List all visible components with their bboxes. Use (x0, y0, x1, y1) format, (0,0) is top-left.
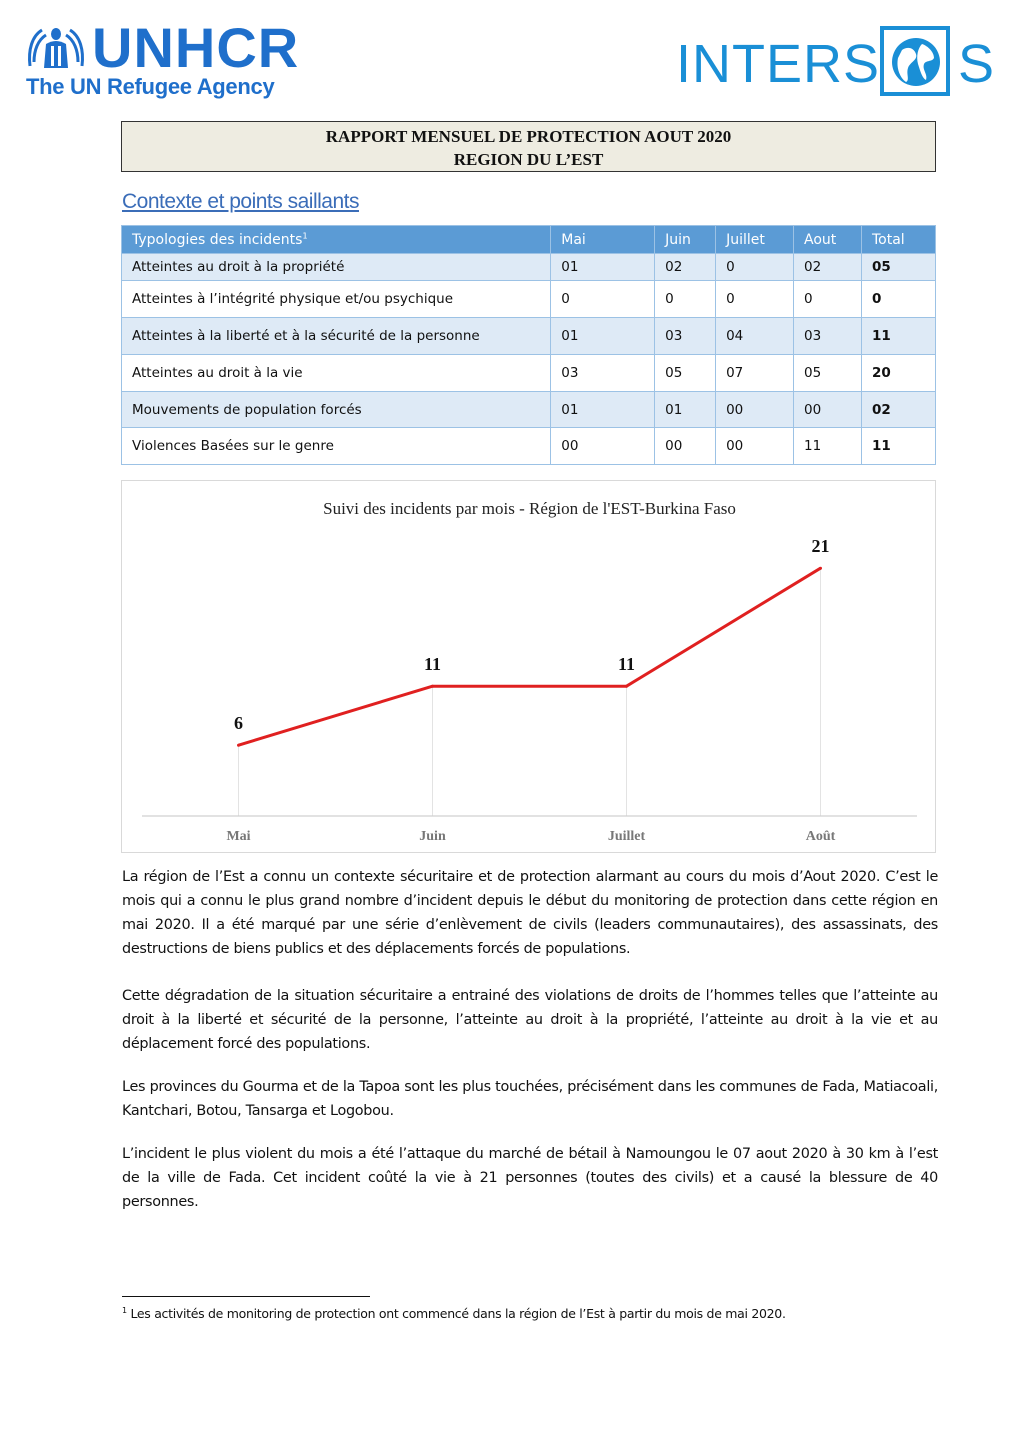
paragraph-incident: L’incident le plus violent du mois a été l’attaque du marché de bétail à Namoungou le 07 aout 2020 à 30 km à l’est de la ville de Fada. Cet incident coûté la vie à 21 personnes (toutes des civils) et a causé la blessure de 40 personnes. (122, 1146, 938, 1210)
table-cell: 05 (794, 355, 862, 392)
table-cell: Atteintes au droit à la vie (122, 355, 551, 392)
table-cell: Atteintes au droit à la propriété (122, 254, 551, 281)
table-cell: 11 (794, 428, 862, 465)
table-cell: 01 (551, 318, 655, 355)
chart-data-point (819, 567, 822, 570)
table-row (122, 392, 936, 428)
table-cell-total: 0 (861, 281, 935, 318)
chart-plot (122, 481, 937, 854)
table-cell: Atteintes à la liberté et à la sécurité de la personne (122, 318, 551, 355)
chart-data-point (625, 685, 628, 688)
chart-data-label: 21 (811, 536, 830, 557)
table-header-row (122, 226, 936, 254)
table-cell: 04 (716, 318, 794, 355)
column-header: Total (861, 226, 935, 254)
table-cell-total: 02 (861, 392, 935, 428)
intersos-wordmark-left: INTERS (676, 34, 881, 94)
table-row (122, 281, 936, 318)
footnote-separator (122, 1296, 370, 1297)
table-cell: 0 (655, 281, 716, 318)
table-cell: 0 (794, 281, 862, 318)
footnote-text: Les activités de monitoring de protection ont commencé dans la région de l’Est à partir du mois de mai 2020. (126, 1306, 786, 1321)
column-header: Typologies des incidents$^1$ (122, 226, 551, 254)
chart-x-tick-label: Juin (419, 829, 446, 844)
unhcr-wordmark: UNHCR (92, 16, 300, 79)
unhcr-tagline: The UN Refugee Agency (26, 74, 275, 99)
unhcr-emblem-icon (24, 22, 88, 74)
paragraph-context: La région de l’Est a connu un contexte sécuritaire et de protection alarmant au cours du mois d’Aout 2020. C’est le mois qui a connu le plus grand nombre d’incident depuis le début du monitoring de protection dans cette région en mai 2020. Il a été marqué par une série d’enlèvement de civils (leaders communautaires), des assassinats, des destructions de biens publics et des déplacements forcés de populations. (122, 869, 938, 957)
table-row (122, 318, 936, 355)
table-cell: Mouvements de population forcés (122, 392, 551, 428)
table-row (122, 355, 936, 392)
section-heading: Contexte et points saillants (122, 190, 359, 213)
table-cell: 03 (794, 318, 862, 355)
intersos-globe-box (880, 26, 950, 96)
chart-x-tick-label: Août (805, 829, 836, 844)
chart-x-tick-label: Mai (226, 829, 251, 844)
column-header: Juin (655, 226, 716, 254)
table-row (122, 428, 936, 465)
incidents-line-chart (121, 480, 936, 853)
table-cell: 00 (794, 392, 862, 428)
table-cell-total: 11 (861, 318, 935, 355)
incidents-table (121, 225, 936, 465)
table-cell: Atteintes à l’intégrité physique et/ou psychique (122, 281, 551, 318)
column-header: Juillet (716, 226, 794, 254)
table-cell-total: 05 (861, 254, 935, 281)
column-header: Aout (794, 226, 862, 254)
table-cell-total: 11 (861, 428, 935, 465)
table-cell: 02 (794, 254, 862, 281)
unhcr-logo (24, 16, 324, 102)
report-title: RAPPORT MENSUEL DE PROTECTION AOUT 2020 (325, 127, 732, 146)
chart-data-point (431, 685, 434, 688)
table-cell: 0 (716, 254, 794, 281)
table-cell: 0 (551, 281, 655, 318)
chart-data-label: 11 (617, 654, 636, 675)
report-title-box (121, 121, 936, 172)
footnote-mark: 1 (302, 230, 308, 240)
table-cell: 03 (551, 355, 655, 392)
table-cell: Violences Basées sur le genre (122, 428, 551, 465)
footnote (122, 1306, 938, 1321)
table-row (122, 254, 936, 281)
table-cell: 0 (716, 281, 794, 318)
chart-data-label: 6 (234, 713, 243, 734)
table-cell: 07 (716, 355, 794, 392)
column-header: Mai (551, 226, 655, 254)
intersos-wordmark-right: S (958, 34, 996, 94)
table-cell: 00 (716, 392, 794, 428)
chart-x-tick-label: Juillet (607, 829, 646, 844)
table-cell: 05 (655, 355, 716, 392)
table-cell-total: 20 (861, 355, 935, 392)
chart-series-line (239, 568, 821, 745)
table-cell: 00 (716, 428, 794, 465)
table-cell: 01 (551, 254, 655, 281)
chart-data-point (237, 744, 240, 747)
table-cell: 00 (655, 428, 716, 465)
paragraph-provinces: Les provinces du Gourma et de la Tapoa sont les plus touchées, précisément dans les communes de Fada, Matiacoali, Kantchari, Botou, Tansarga et Logobou. (122, 1079, 938, 1119)
footnote-number: 1 (122, 1305, 127, 1315)
intersos-logo (676, 26, 998, 104)
paragraph-degradation: Cette dégradation de la situation sécuritaire a entrainé des violations de droits de l’hommes telles que l’atteinte au droit à la liberté et sécurité de la personne, l’atteinte au droit à la propriété, l’atteinte au droit à la vie et au déplacement forcé des populations. (122, 988, 938, 1052)
report-region: REGION DU L’EST (453, 150, 604, 169)
table-cell: 00 (551, 428, 655, 465)
chart-data-label: 11 (423, 654, 442, 675)
table-cell: 03 (655, 318, 716, 355)
table-cell: 01 (655, 392, 716, 428)
chart-title: Suivi des incidents par mois - Région de l'EST-Burkina Faso (323, 499, 736, 518)
table-cell: 01 (551, 392, 655, 428)
table-cell: 02 (655, 254, 716, 281)
globe-icon (888, 34, 944, 90)
